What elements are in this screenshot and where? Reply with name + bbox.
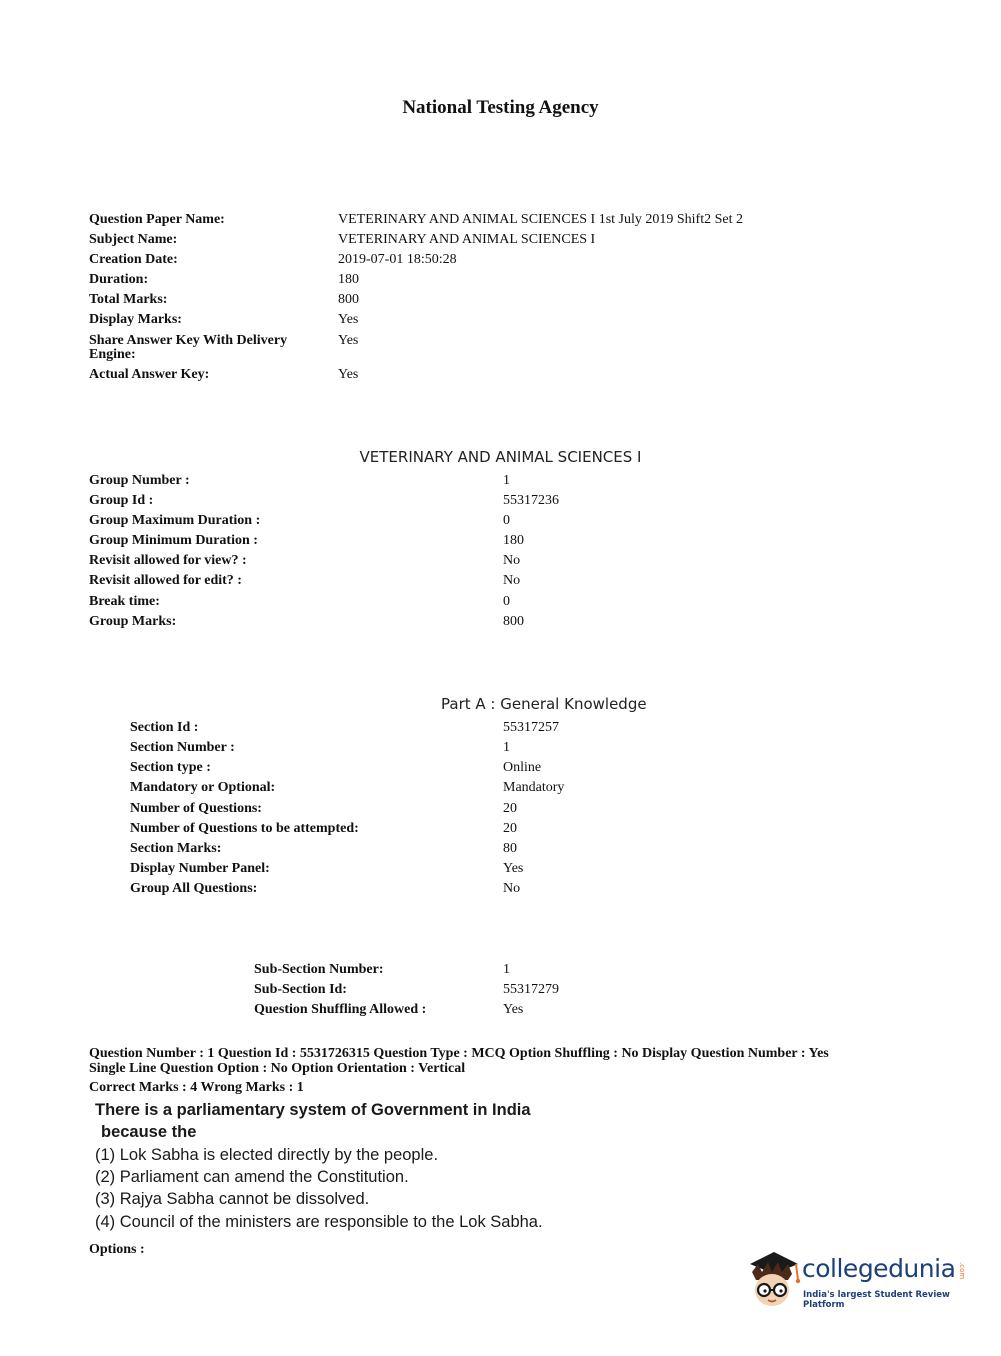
section-row-label: Section Marks: [130, 841, 222, 856]
group-row-label: Break time: [89, 594, 160, 609]
question-stem-line-1: There is a parliamentary system of Government in India [95, 1101, 531, 1119]
creation-date-label: Creation Date: [89, 252, 178, 267]
section-row-value: 20 [503, 821, 517, 836]
group-row-value: 1 [503, 473, 510, 488]
section-row-label: Group All Questions: [130, 881, 258, 896]
display-marks-label: Display Marks: [89, 312, 182, 327]
duration-value: 180 [338, 272, 359, 287]
section-row-value: Mandatory [503, 780, 565, 795]
subject-name-label: Subject Name: [89, 232, 178, 247]
question-option-3: (3) Rajya Sabha cannot be dissolved. [95, 1190, 370, 1208]
group-row-value: No [503, 553, 521, 568]
total-marks-label: Total Marks: [89, 292, 168, 307]
creation-date-value: 2019-07-01 18:50:28 [338, 252, 457, 267]
section-row-value: Yes [503, 861, 524, 876]
section-row-label: Section Number : [130, 740, 235, 755]
logo-tagline: India's largest Student Review Platform [803, 1290, 950, 1310]
duration-label: Duration: [89, 272, 149, 287]
page-title: National Testing Agency [402, 97, 599, 118]
logo-suffix: .com [958, 1262, 966, 1280]
section-row-value: 80 [503, 841, 517, 856]
section-row-label: Display Number Panel: [130, 861, 270, 876]
share-answer-key-label-cont: Engine: [89, 347, 136, 362]
group-heading: VETERINARY AND ANIMAL SCIENCES I [359, 448, 642, 466]
collegedunia-logo [744, 1250, 974, 1312]
group-row-label: Group Minimum Duration : [89, 533, 258, 548]
actual-answer-key-label: Actual Answer Key: [89, 367, 210, 382]
mascot-icon [744, 1250, 802, 1312]
total-marks-value: 800 [338, 292, 359, 307]
subsection-row-value: 1 [503, 962, 510, 977]
question-option-2: (2) Parliament can amend the Constitution. [95, 1168, 409, 1186]
options-label: Options : [89, 1242, 145, 1257]
share-answer-key-label: Share Answer Key With Delivery [89, 333, 288, 348]
section-row-label: Number of Questions: [130, 801, 262, 816]
group-row-label: Group Maximum Duration : [89, 513, 261, 528]
question-marks: Correct Marks : 4 Wrong Marks : 1 [89, 1080, 304, 1095]
question-option-1: (1) Lok Sabha is elected directly by the people. [95, 1146, 439, 1164]
group-row-label: Revisit allowed for edit? : [89, 573, 242, 588]
group-row-label: Revisit allowed for view? : [89, 553, 247, 568]
section-row-label: Number of Questions to be attempted: [130, 821, 359, 836]
paper-name-value: VETERINARY AND ANIMAL SCIENCES I 1st July 2019 Shift2 Set 2 [338, 212, 743, 227]
group-row-label: Group Number : [89, 473, 190, 488]
share-answer-key-value: Yes [338, 333, 359, 348]
group-row-label: Group Marks: [89, 614, 177, 629]
group-row-label: Group Id : [89, 493, 154, 508]
subsection-row-label: Question Shuffling Allowed : [254, 1002, 427, 1017]
section-row-label: Section type : [130, 760, 211, 775]
logo-wordmark: collegedunia [802, 1254, 956, 1283]
display-marks-value: Yes [338, 312, 359, 327]
group-row-value: 180 [503, 533, 524, 548]
subsection-row-value: 55317279 [503, 982, 559, 997]
section-row-label: Mandatory or Optional: [130, 780, 276, 795]
section-row-value: Online [503, 760, 542, 775]
section-row-value: 1 [503, 740, 510, 755]
question-meta-line-1: Question Number : 1 Question Id : 5531726315 Question Type : MCQ Option Shuffling : No Display Question Number : Yes [89, 1046, 829, 1061]
group-row-value: No [503, 573, 521, 588]
question-meta-line-2: Single Line Question Option : No Option Orientation : Vertical [89, 1061, 466, 1076]
group-row-value: 800 [503, 614, 524, 629]
question-stem-line-2: because the [101, 1123, 197, 1141]
section-row-value: No [503, 881, 521, 896]
section-heading: Part A : General Knowledge [441, 695, 647, 713]
section-row-label: Section Id : [130, 720, 199, 735]
question-option-4: (4) Council of the ministers are responsible to the Lok Sabha. [95, 1213, 543, 1231]
subsection-row-label: Sub-Section Id: [254, 982, 347, 997]
group-row-value: 55317236 [503, 493, 559, 508]
paper-name-label: Question Paper Name: [89, 212, 225, 227]
subsection-row-label: Sub-Section Number: [254, 962, 384, 977]
section-row-value: 55317257 [503, 720, 559, 735]
group-row-value: 0 [503, 594, 510, 609]
actual-answer-key-value: Yes [338, 367, 359, 382]
subsection-row-value: Yes [503, 1002, 524, 1017]
section-row-value: 20 [503, 801, 517, 816]
group-row-value: 0 [503, 513, 510, 528]
subject-name-value: VETERINARY AND ANIMAL SCIENCES I [338, 232, 596, 247]
